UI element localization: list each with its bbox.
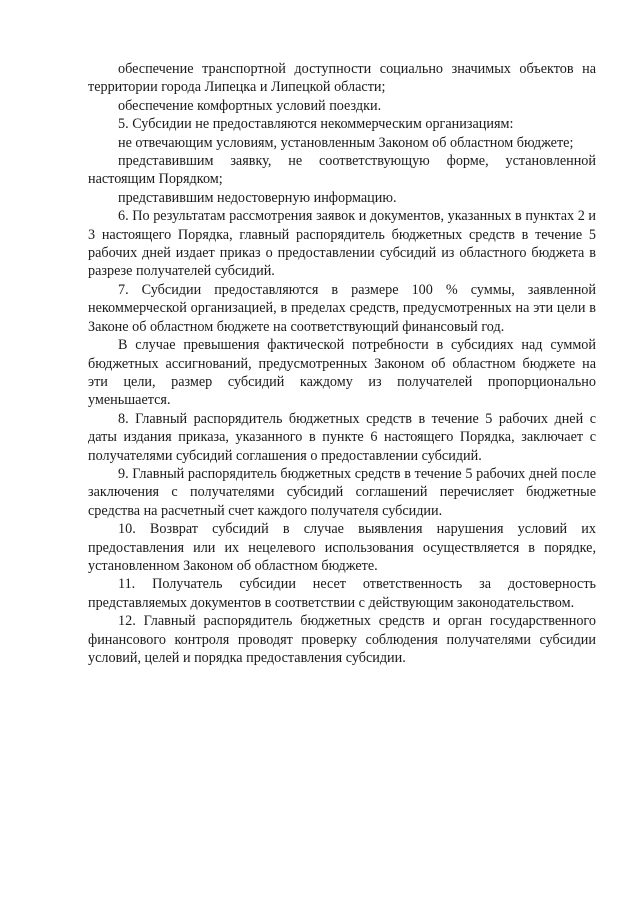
paragraph: 8. Главный распорядитель бюджетных средств в течение 5 рабочих дней с даты издания приказа, указанного в пункте 6 настоящего Порядка, заключает с получателями субсидий соглашения о предоставлении субсидий. [88, 410, 596, 464]
paragraph: 9. Главный распорядитель бюджетных средств в течение 5 рабочих дней после заключения с получателями субсидий соглашений перечисляет бюджетные средства на расчетный счет каждого получателя субсидии. [88, 465, 596, 519]
paragraph: обеспечение комфортных условий поездки. [118, 97, 382, 114]
paragraph: 5. Субсидии не предоставляются некоммерческим организациям: [118, 116, 514, 133]
paragraph: В случае превышения фактической потребности в субсидиях над суммой бюджетных ассигнований, предусмотренных Законом об областном бюджете на эти цели, размер субсидий каждому из получателей пропорционально уменьшается. [88, 337, 596, 409]
paragraph: 10. Возврат субсидий в случае выявления нарушения условий их предоставления или их нецелевого использования осуществляется в порядке, установленном Законом об областном бюджете. [88, 521, 596, 574]
document-body [88, 60, 596, 667]
paragraph: представившим недостоверную информацию. [118, 189, 397, 206]
paragraph: представившим заявку, не соответствующую форме, установленной настоящим Порядком; [88, 153, 596, 188]
paragraph: 12. Главный распорядитель бюджетных средств и орган государственного финансового контроля проводят проверку соблюдения получателями субсидии условий, целей и порядка предоставления субсидии. [88, 613, 596, 666]
paragraph: не отвечающим условиям, установленным Законом об областном бюджете; [118, 134, 574, 151]
paragraph: 7. Субсидии предоставляются в размере 100 % суммы, заявленной некоммерческой организацией, в пределах средств, предусмотренных на эти цели в Законе об областном бюджете на соответствующий финансовый год. [88, 281, 596, 335]
paragraph: 6. По результатам рассмотрения заявок и документов, указанных в пунктах 2 и 3 настоящего Порядка, главный распорядитель бюджетных средств в течение 5 рабочих дней издает приказ о предоставлении субсидий из областного бюджета в разрезе получателей субсидий. [88, 208, 596, 280]
paragraph: обеспечение транспортной доступности социально значимых объектов на территории города Липецка и Липецкой области; [88, 61, 596, 96]
paragraph: 11. Получатель субсидии несет ответственность за достоверность представляемых документов в соответствии с действующим законодательством. [88, 576, 596, 611]
